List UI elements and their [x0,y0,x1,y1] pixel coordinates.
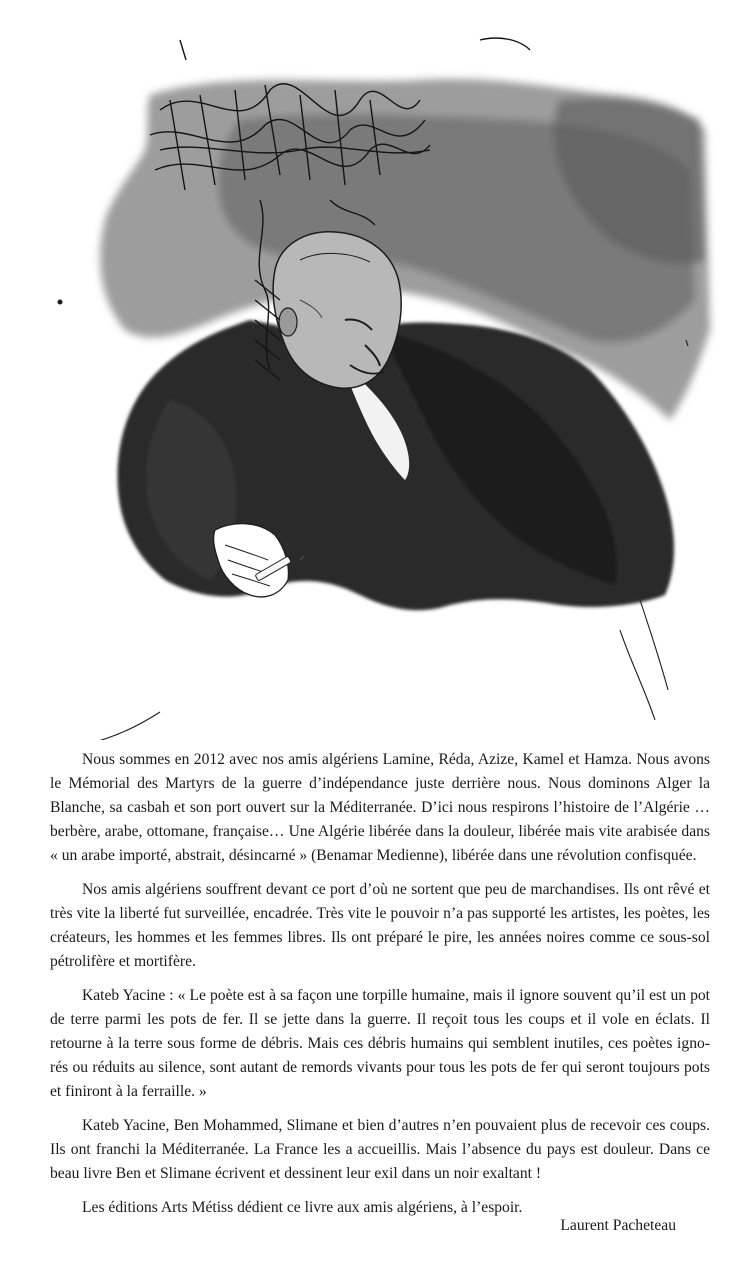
paragraph-3: Kateb Yacine : « Le poète est à sa façon une torpille humaine, mais il ignore souvent qu’il est un pot de terre parmi les pots de fer. Il se jette dans la guerre. Il reçoit tous les coups et il vole en éclats. Il retourne à la terre sous forme de débris. Mais ces débris humains qui semblent inutiles, ces poètes ignorés ou réduits au silence, sont autant de remords vivants pour tous les pots de fer qui seront toujours pots et finiront à la ferraille. » [50,987,710,1100]
author-signature: Laurent Pacheteau [560,1217,676,1234]
paragraph-2: Nos amis algériens souffrent devant ce port d’où ne sortent que peu de marchandises. Ils ont rêvé et très vite la liberté fut surveillée, encadrée. Très vite le pouvoir n’a pas supporté les artistes, les poètes, les créateurs, les hommes et les femmes libres. Ils ont préparé le pire, les années noires comme ce sous-sol pétrolifère et mortifère. [50,881,710,970]
paragraph-1: Nous sommes en 2012 avec nos amis algériens Lamine, Réda, Azize, Kamel et Hamza. Nous avons le Mémorial des Martyrs de la guerre d’indépendance juste derrière nous. Nous dominons Alger la Blanche, sa casbah et son port ouvert sur la Méditerranée. D’ici nous respirons l’histoire de l’Algérie … berbère, arabe, ottomane, française… Une Algérie libérée dans la douleur, libérée mais vite arabisée dans « un arabe importé, abstrait, désincarné » (Benamar Medienne), libérée dans une révolution confisquée. [50,751,710,864]
paragraph-5: Les éditions Arts Métiss dédient ce livre aux amis algériens, à l’espoir. [82,1199,523,1216]
foreword-text [50,748,710,1230]
paragraph-4: Kateb Yacine, Ben Mohammed, Slimane et bien d’autres n’en pouvaient plus de recevoir ces coups. Ils ont franchi la Méditerranée. La France les a accueillis. Mais l’absence du pays est douleur. Dans ce beau livre Ben et Slimane écrivent et dessinent leur exil dans un noir exaltant ! [50,1117,710,1182]
